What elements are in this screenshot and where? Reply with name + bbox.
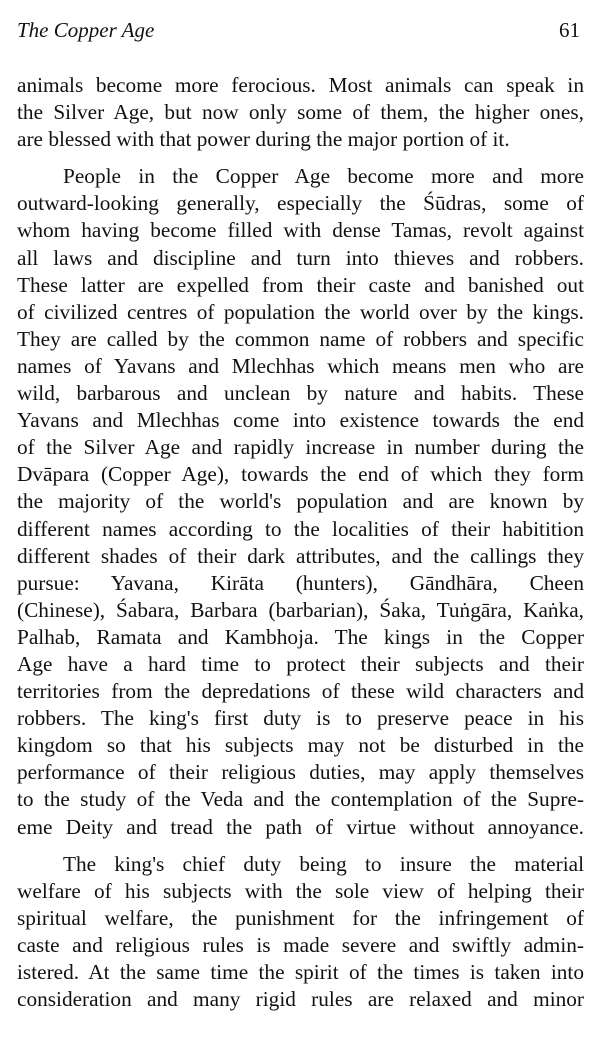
text-line: spiritual welfare, the punishment for the infringement of bbox=[17, 905, 584, 930]
text-line: different names according to the localities of their habitition bbox=[17, 516, 584, 541]
body-text bbox=[17, 72, 584, 1013]
text-line: the Silver Age, but now only some of them, the higher ones, bbox=[17, 100, 584, 125]
text-line: animals become more ferocious. Most animals can speak in bbox=[17, 73, 584, 97]
text-line: of the Silver Age and rapidly increase in number during the bbox=[17, 435, 584, 460]
text-line: consideration and many rigid rules are relaxed and minor bbox=[17, 987, 584, 1012]
paragraph-2 bbox=[17, 163, 584, 840]
text-line: istered. At the same time the spirit of the times is taken into bbox=[17, 960, 584, 984]
text-line: wild, barbarous and unclean by nature and habits. These bbox=[17, 381, 584, 406]
text-line: robbers. The king's first duty is to preserve peace in his bbox=[17, 706, 584, 731]
text-line: welfare of his subjects with the sole view of helping their bbox=[17, 878, 584, 903]
text-line: different shades of their dark attributes, and the callings they bbox=[17, 543, 584, 568]
text-line: to the study of the Veda and the contemplation of the Supre- bbox=[17, 787, 584, 812]
text-line: territories from the depredations of these wild characters and bbox=[17, 679, 584, 704]
text-line: These latter are expelled from their caste and banished out bbox=[17, 272, 584, 297]
text-line: pursue: Yavana, Kirāta (hunters), Gāndhāra, Cheen bbox=[17, 570, 584, 595]
text-line: Dvāpara (Copper Age), towards the end of which they form bbox=[17, 462, 584, 487]
page-number: 61 bbox=[559, 18, 580, 42]
text-line: kingdom so that his subjects may not be disturbed in the bbox=[17, 733, 584, 758]
text-line: eme Deity and tread the path of virtue without annoyance. bbox=[17, 814, 584, 839]
text-line: performance of their religious duties, may apply themselves bbox=[17, 760, 584, 785]
text-line: whom having become filled with dense Tamas, revolt against bbox=[17, 218, 584, 243]
text-line: The king's chief duty being to insure the material bbox=[63, 851, 584, 876]
text-line: Yavans and Mlechhas come into existence towards the end bbox=[17, 408, 584, 433]
text-line: all laws and discipline and turn into thieves and robbers. bbox=[17, 245, 584, 270]
text-line: the majority of the world's population and are known by bbox=[17, 489, 584, 514]
text-line: of civilized centres of population the world over by the kings. bbox=[17, 299, 584, 324]
text-line: Palhab, Ramata and Kambhoja. The kings in the Copper bbox=[17, 624, 584, 649]
running-title: The Copper Age bbox=[17, 18, 155, 42]
paragraph-1 bbox=[17, 72, 584, 153]
paragraph-3 bbox=[17, 851, 584, 1014]
text-line: People in the Copper Age become more and more bbox=[63, 164, 584, 189]
text-line: are blessed with that power during the major portion of it. bbox=[17, 127, 510, 152]
text-line: Age have a hard time to protect their subjects and their bbox=[17, 651, 584, 676]
text-line: names of Yavans and Mlechhas which means men who are bbox=[17, 353, 584, 378]
text-line: They are called by the common name of robbers and specific bbox=[17, 326, 584, 351]
text-line: caste and religious rules is made severe and swiftly admin- bbox=[17, 932, 584, 957]
text-line: outward-looking generally, especially the Śūdras, some of bbox=[17, 191, 584, 216]
text-line: (Chinese), Śabara, Barbara (barbarian), Śaka, Tuṅgāra, Kaṅka, bbox=[17, 597, 584, 622]
